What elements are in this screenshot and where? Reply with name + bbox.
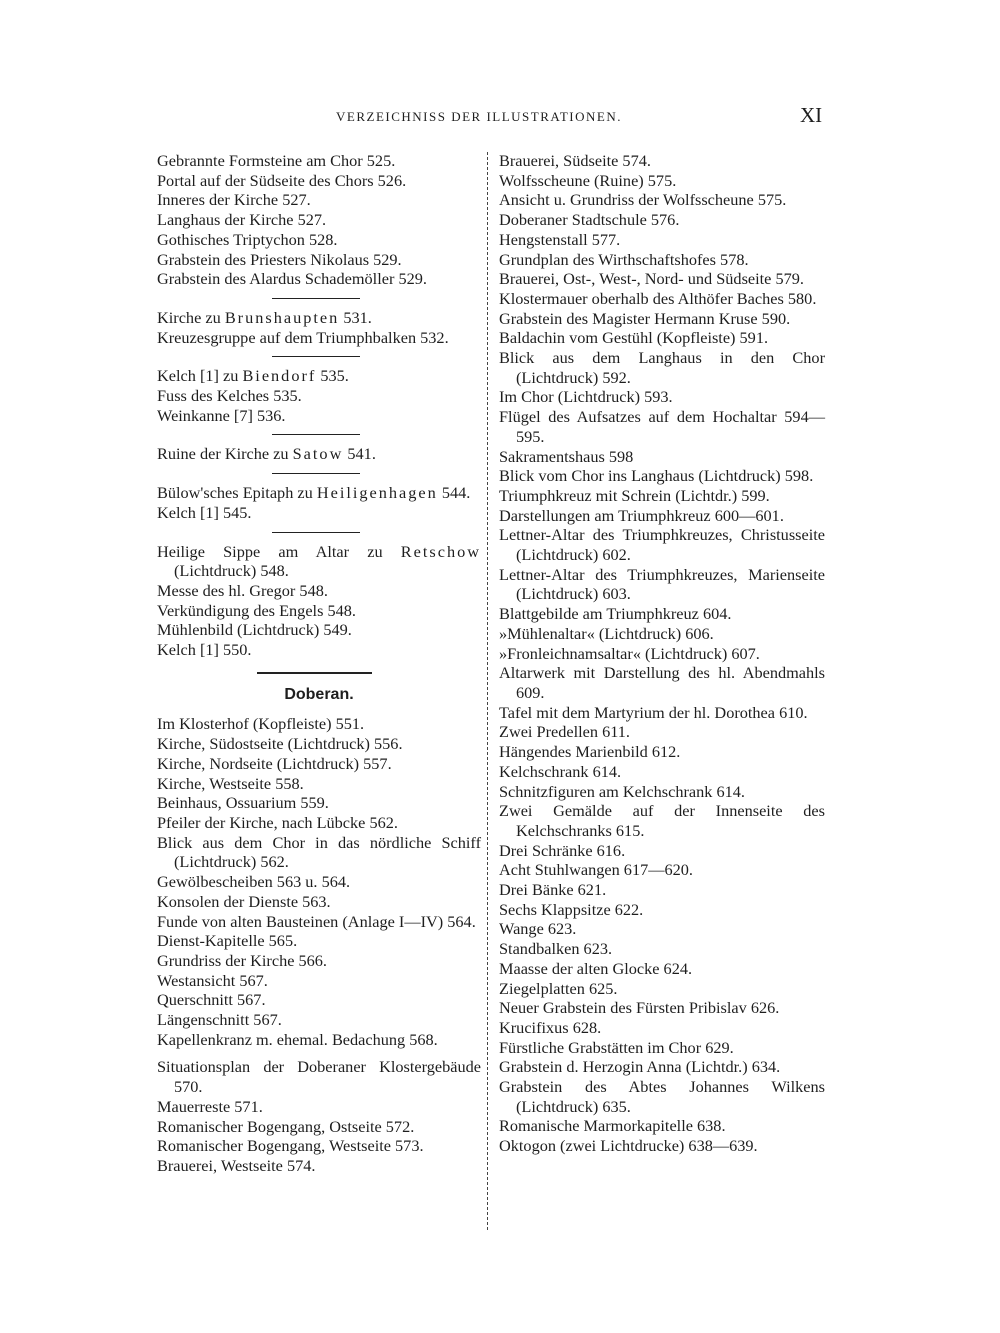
index-entry: »Mühlenaltar« (Lichtdruck) 606. (499, 623, 714, 643)
index-entry: Dienst-Kapitelle 565. (157, 931, 298, 951)
index-entry: Pfeiler der Kirche, nach Lübcke 562. (157, 812, 398, 832)
index-entry: Wolfsscheune (Ruine) 575. (499, 170, 677, 190)
index-entry: Klostermauer oberhalb des Althöfer Baches 580. (499, 288, 817, 308)
index-entry: Blick aus dem Chor in das nördliche Schiff (Lichtdruck) 562. (157, 832, 481, 872)
index-entry: Zwei Predellen 611. (499, 722, 630, 742)
index-entry: Im Klosterhof (Kopfleiste) 551. (157, 714, 365, 734)
index-entry: Grabstein des Abtes Johannes Wilkens (Lichtdruck) 635. (499, 1077, 825, 1116)
index-entry: Kelchschrank 614. (499, 761, 622, 781)
entry-text: Ruine der Kirche zu (157, 444, 293, 464)
index-entry: Portal auf der Südseite des Chors 526. (157, 170, 407, 190)
index-entry (157, 308, 481, 328)
index-entry (157, 444, 481, 464)
index-entry: Grabstein des Priesters Nikolaus 529. (157, 249, 402, 269)
index-entry: Kelch [1] 545. (157, 502, 252, 522)
index-entry: »Fronleichnamsaltar« (Lichtdruck) 607. (499, 643, 760, 663)
section-rule (257, 672, 372, 674)
index-entry: Baldachin vom Gestühl (Kopfleiste) 591. (499, 328, 769, 348)
entry-group (157, 714, 481, 1049)
entry-group (157, 483, 481, 522)
index-entry: Gebrannte Formsteine am Chor 525. (157, 151, 396, 170)
index-entry: Westansicht 567. (157, 970, 268, 990)
index-entry: Grundplan des Wirthschaftshofes 578. (499, 249, 749, 269)
spacer (157, 1049, 481, 1057)
index-entry: Funde von alten Bausteinen (Anlage I—IV) 564. (157, 911, 476, 931)
index-entry: Inneres der Kirche 527. (157, 190, 311, 210)
index-entry: Blick aus dem Langhaus in den Chor (Lichtdruck) 592. (499, 348, 825, 387)
index-entry: Acht Stuhlwangen 617—620. (499, 860, 693, 880)
index-entry: Blattgebilde am Triumphkreuz 604. (499, 604, 732, 624)
index-entry: Triumphkreuz mit Schrein (Lichtdr.) 599. (499, 485, 770, 505)
index-entry: Romanischer Bogengang, Ostseite 572. (157, 1116, 415, 1136)
entry-group (157, 444, 481, 464)
running-head: VERZEICHNISS DER ILLUSTRATIONEN. (336, 109, 622, 124)
index-entry: Drei Bänke 621. (499, 880, 607, 900)
entry-text: (Lichtdruck) 548. (174, 561, 289, 581)
entry-group (499, 151, 825, 1156)
index-entry: Altarwerk mit Darstellung des hl. Abendmahls 609. (499, 663, 825, 702)
index-entry: Zwei Gemälde auf der Innenseite des Kelchschranks 615. (499, 801, 825, 840)
separator-rule (272, 434, 360, 435)
entry-text: Kelch [1] zu (157, 366, 243, 386)
index-entry: Brauerei, Südseite 574. (499, 151, 651, 170)
index-entry: Drei Schränke 616. (499, 840, 626, 860)
index-entry: Romanischer Bogengang, Westseite 573. (157, 1136, 424, 1156)
place-name: Biendorf (242, 366, 317, 386)
entry-text: Heilige Sippe am Altar zu (157, 541, 401, 561)
column-divider (487, 152, 488, 1230)
index-entry: Verkündigung des Engels 548. (157, 600, 356, 620)
index-entry: Sechs Klappsitze 622. (499, 899, 644, 919)
index-entry: Weinkanne [7] 536. (157, 405, 286, 425)
index-entry: Lettner-Altar des Triumphkreuzes, Marienseite (Lichtdruck) 603. (499, 564, 825, 604)
index-entry: Wange 623. (499, 919, 577, 939)
index-entry: Standbalken 623. (499, 939, 613, 959)
index-entry: Romanische Marmorkapitelle 638. (499, 1116, 726, 1136)
index-entry: Kreuzesgruppe auf dem Triumphbalken 532. (157, 327, 449, 347)
section-heading: Doberan. (284, 685, 354, 703)
index-entry: Im Chor (Lichtdruck) 593. (499, 387, 673, 407)
index-entry: Fürstliche Grabstätten im Chor 629. (499, 1037, 734, 1057)
entry-group (157, 308, 481, 347)
index-entry: Krucifixus 628. (499, 1017, 602, 1037)
index-entry: Konsolen der Dienste 563. (157, 891, 331, 911)
entry-text: 544. (437, 483, 471, 503)
index-entry: Oktogon (zwei Lichtdrucke) 638—639. (499, 1136, 758, 1156)
entry-text: Kirche zu (157, 307, 225, 327)
index-entry: Lettner-Altar des Triumphkreuzes, Christusseite (Lichtdruck) 602. (499, 525, 825, 565)
index-entry: Darstellungen am Triumphkreuz 600—601. (499, 505, 784, 525)
index-entry: Kirche, Südostseite (Lichtdruck) 556. (157, 734, 403, 754)
entry-text: 531. (339, 307, 372, 327)
index-entry: Hengstenstall 577. (499, 229, 621, 249)
separator-rule (272, 298, 360, 299)
index-entry (157, 366, 481, 386)
index-entry: Flügel des Aufsatzes auf dem Hochaltar 594—595. (499, 407, 825, 446)
index-entry (157, 483, 481, 503)
index-entry: Grabstein des Magister Hermann Kruse 590. (499, 308, 791, 328)
index-entry: Langhaus der Kirche 527. (157, 210, 327, 230)
index-entry: Schnitzfiguren am Kelchschrank 614. (499, 781, 745, 801)
separator-rule (272, 473, 360, 474)
right-column (499, 151, 825, 1156)
index-entry: Kirche, Nordseite (Lichtdruck) 557. (157, 753, 392, 773)
entry-group (157, 366, 481, 425)
index-entry: Mühlenbild (Lichtdruck) 549. (157, 620, 352, 640)
index-entry: Doberaner Stadtschule 576. (499, 210, 680, 230)
index-entry: Beinhaus, Ossuarium 559. (157, 793, 329, 813)
index-entry: Grundriss der Kirche 566. (157, 950, 328, 970)
separator-rule (272, 532, 360, 533)
index-entry: Messe des hl. Gregor 548. (157, 580, 328, 600)
index-entry: Mauerreste 571. (157, 1096, 263, 1116)
index-entry: Fuss des Kelches 535. (157, 386, 302, 406)
place-name: Brunshaupten (224, 307, 340, 327)
index-entry: Kapellenkranz m. ehemal. Bedachung 568. (157, 1029, 438, 1049)
place-name: Satow (292, 444, 344, 464)
entry-group (157, 542, 481, 660)
entry-text: 535. (316, 366, 349, 386)
entry-text: 541. (343, 444, 376, 464)
index-entry: Tafel mit dem Martyrium der hl. Dorothea 610. (499, 702, 808, 722)
index-entry: Maasse der alten Glocke 624. (499, 958, 693, 978)
entry-group (157, 151, 481, 289)
index-entry: Brauerei, Ost-, West-, Nord- und Südseite 579. (499, 269, 804, 289)
left-column (157, 151, 481, 1176)
index-entry: Ziegelplatten 625. (499, 978, 618, 998)
index-entry: Ansicht u. Grundriss der Wolfsscheune 575. (499, 190, 787, 210)
entry-text: Bülow'sches Epitaph zu (157, 483, 317, 503)
index-entry: Situationsplan der Doberaner Klostergebäude 570. (157, 1057, 481, 1097)
index-entry: Neuer Grabstein des Fürsten Pribislav 626. (499, 998, 780, 1018)
page-number: XI (800, 103, 823, 127)
index-entry: Blick vom Chor ins Langhaus (Lichtdruck) 598. (499, 466, 814, 486)
index-entry: Kelch [1] 550. (157, 640, 252, 660)
entry-group (157, 1057, 481, 1175)
index-entry: Brauerei, Westseite 574. (157, 1155, 316, 1175)
index-entry: Grabstein d. Herzogin Anna (Lichtdr.) 634. (499, 1057, 781, 1077)
index-entry: Gothisches Triptychon 528. (157, 229, 338, 249)
index-entry: Längenschnitt 567. (157, 1010, 282, 1030)
place-name: Retschow (400, 541, 481, 561)
index-entry: Sakramentshaus 598 (499, 446, 634, 466)
index-entry: Grabstein des Alardus Schademöller 529. (157, 269, 427, 289)
index-entry: Querschnitt 567. (157, 990, 266, 1010)
index-entry: Gewölbescheiben 563 u. 564. (157, 872, 351, 892)
index-entry: Hängendes Marienbild 612. (499, 742, 681, 762)
separator-rule (272, 356, 360, 357)
index-entry: Kirche, Westseite 558. (157, 773, 304, 793)
index-entry (157, 542, 481, 581)
place-name: Heiligenhagen (316, 483, 438, 503)
